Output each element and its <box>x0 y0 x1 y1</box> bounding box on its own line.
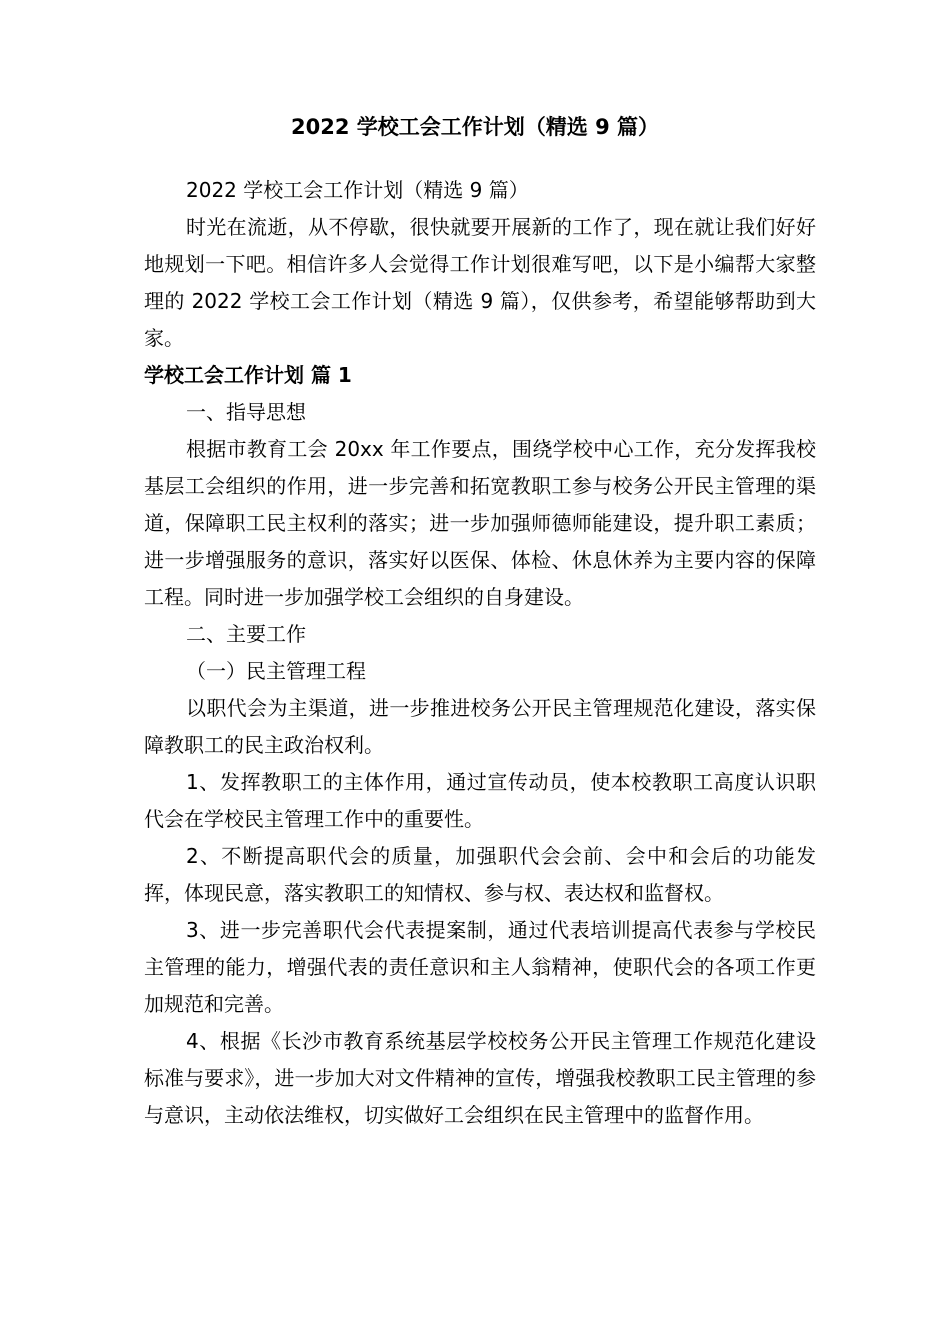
paragraph: 一、指导思想 <box>186 400 306 424</box>
paragraph: 1、发挥教职工的主体作用，通过宣传动员，使本校教职工高度认识职代会在学校民主管理工作中的重要性。 <box>144 770 816 831</box>
paragraph: 二、主要工作 <box>186 622 306 646</box>
paragraph: 2022 学校工会工作计划（精选 9 篇） <box>186 178 529 202</box>
paragraph: 以职代会为主渠道，进一步推进校务公开民主管理规范化建设，落实保障教职工的民主政治权利。 <box>144 696 816 757</box>
paragraph: 根据市教育工会 20xx 年工作要点，围绕学校中心工作，充分发挥我校基层工会组织的作用，进一步完善和拓宽教职工参与校务公开民主管理的渠道，保障职工民主权利的落实；进一步加强师德师能建设，提升职工素质；进一步增强服务的意识，落实好以医保、体检、休息休养为主要内容的保障工程。同时进一步加强学校工会组织的自身建设。 <box>144 437 816 609</box>
paragraph: 2、不断提高职代会的质量，加强职代会会前、会中和会后的功能发挥，体现民意，落实教职工的知情权、参与权、表达权和监督权。 <box>144 844 816 905</box>
paragraph: 3、进一步完善职代会代表提案制，通过代表培训提高代表参与学校民主管理的能力，增强代表的责任意识和主人翁精神，使职代会的各项工作更加规范和完善。 <box>144 918 816 1016</box>
section-heading: 学校工会工作计划 篇 1 <box>144 363 352 387</box>
document-title: 2022 学校工会工作计划（精选 9 篇） <box>291 115 659 139</box>
document-body <box>144 172 816 1134</box>
paragraph: 4、根据《长沙市教育系统基层学校校务公开民主管理工作规范化建设标准与要求》，进一步加大对文件精神的宣传，增强我校教职工民主管理的参与意识，主动依法维权，切实做好工会组织在民主管理中的监督作用。 <box>144 1029 816 1127</box>
paragraph: （一）民主管理工程 <box>186 659 366 683</box>
paragraph: 时光在流逝，从不停歇，很快就要开展新的工作了，现在就让我们好好地规划一下吧。相信许多人会觉得工作计划很难写吧，以下是小编帮大家整理的 2022 学校工会工作计划（精选 9 篇），仅供参考，希望能够帮助到大家。 <box>144 215 816 350</box>
